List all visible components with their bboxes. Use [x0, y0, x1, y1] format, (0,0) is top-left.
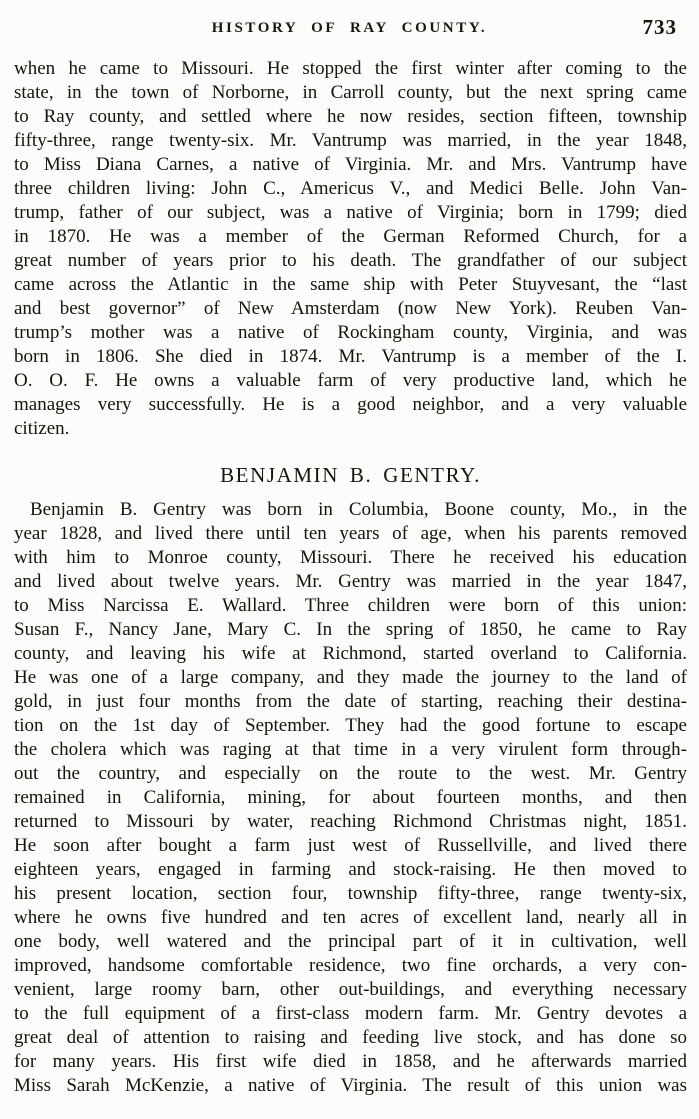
text-line: to the full equipment of a first-class modern farm. Mr. Gentry devotes a — [14, 1003, 687, 1024]
text-line: his present location, section four, township fifty-three, range twenty-six, — [14, 883, 687, 904]
text-line: in 1870. He was a member of the German Reformed Church, for a — [14, 226, 687, 247]
text-line: tion on the 1st day of September. They had the good fortune to escape — [14, 715, 687, 736]
text-line: out the country, and especially on the route to the west. Mr. Gentry — [14, 763, 687, 784]
text-line: venient, large roomy barn, other out-buildings, and everything necessary — [14, 979, 687, 1000]
text-line: returned to Missouri by water, reaching Richmond Christmas night, 1851. — [14, 811, 687, 832]
running-header-title: HISTORY OF RAY COUNTY. — [211, 20, 488, 36]
text-line: county, and leaving his wife at Richmond, started overland to California. — [14, 643, 687, 664]
text-line: when he came to Missouri. He stopped the first winter after coming to the — [14, 58, 687, 79]
text-line: Susan F., Nancy Jane, Mary C. In the spring of 1850, he came to Ray — [14, 619, 687, 640]
text-line: born in 1806. She died in 1874. Mr. Vantrump is a member of the I. — [14, 346, 687, 367]
text-line: and best governor” of New Amsterdam (now New York). Reuben Van- — [14, 298, 687, 319]
text-line: state, in the town of Norborne, in Carroll county, but the next spring came — [14, 82, 687, 103]
text-line: great number of years prior to his death. The grandfather of our subject — [14, 250, 687, 271]
page-text-block — [14, 57, 687, 1098]
text-line: fifty-three, range twenty-six. Mr. Vantrump was married, in the year 1848, — [14, 130, 687, 151]
text-line: eighteen years, engaged in farming and stock-raising. He then moved to — [14, 859, 687, 880]
text-line: to Miss Narcissa E. Wallard. Three children were born of this union: — [14, 595, 687, 616]
text-line: Miss Sarah McKenzie, a native of Virginia. The result of this union was — [14, 1075, 687, 1096]
text-line: with him to Monroe county, Missouri. There he received his education — [14, 547, 687, 568]
paragraph — [14, 57, 687, 441]
text-line: remained in California, mining, for about fourteen months, and then — [14, 787, 687, 808]
text-line: to Miss Diana Carnes, a native of Virginia. Mr. and Mrs. Vantrump have — [14, 154, 687, 175]
text-line: gold, in just four months from the date of starting, reaching their destina- — [14, 691, 687, 712]
text-line: improved, handsome comfortable residence, two fine orchards, a very con- — [14, 955, 687, 976]
text-line: to Ray county, and settled where he now resides, section fifteen, township — [14, 106, 687, 127]
text-line: year 1828, and lived there until ten years of age, when his parents removed — [14, 523, 687, 544]
text-line: one body, well watered and the principal part of it in cultivation, well — [14, 931, 687, 952]
page-number: 733 — [642, 15, 677, 39]
text-line: great deal of attention to raising and feeding live stock, and has done so — [14, 1027, 687, 1048]
text-line: trump’s mother was a native of Rockingham county, Virginia, and was — [14, 322, 687, 343]
text-line: He soon after bought a farm just west of Russellville, and lived there — [14, 835, 687, 856]
text-line: where he owns five hundred and ten acres of excellent land, nearly all in — [14, 907, 687, 928]
text-line: manages very successfully. He is a good neighbor, and a very valuable — [14, 394, 687, 415]
text-line: came across the Atlantic in the same ship with Peter Stuyvesant, the “last — [14, 274, 687, 295]
text-line: He was one of a large company, and they made the journey to the land of — [14, 667, 687, 688]
text-line: citizen. — [14, 418, 70, 439]
text-line: the cholera which was raging at that time in a very virulent form through- — [14, 739, 687, 760]
text-line: for many years. His first wife died in 1858, and he afterwards married — [14, 1051, 687, 1072]
paragraph — [14, 498, 687, 1098]
text-line: Benjamin B. Gentry was born in Columbia, Boone county, Mo., in the — [30, 499, 687, 520]
text-line: trump, father of our subject, was a native of Virginia; born in 1799; died — [14, 202, 687, 223]
text-line: and lived about twelve years. Mr. Gentry was married in the year 1847, — [14, 571, 687, 592]
text-line: three children living: John C., Americus V., and Medici Belle. John Van- — [14, 178, 687, 199]
section-heading: BENJAMIN B. GENTRY. — [220, 463, 481, 487]
text-line: O. O. F. He owns a valuable farm of very productive land, which he — [14, 370, 687, 391]
